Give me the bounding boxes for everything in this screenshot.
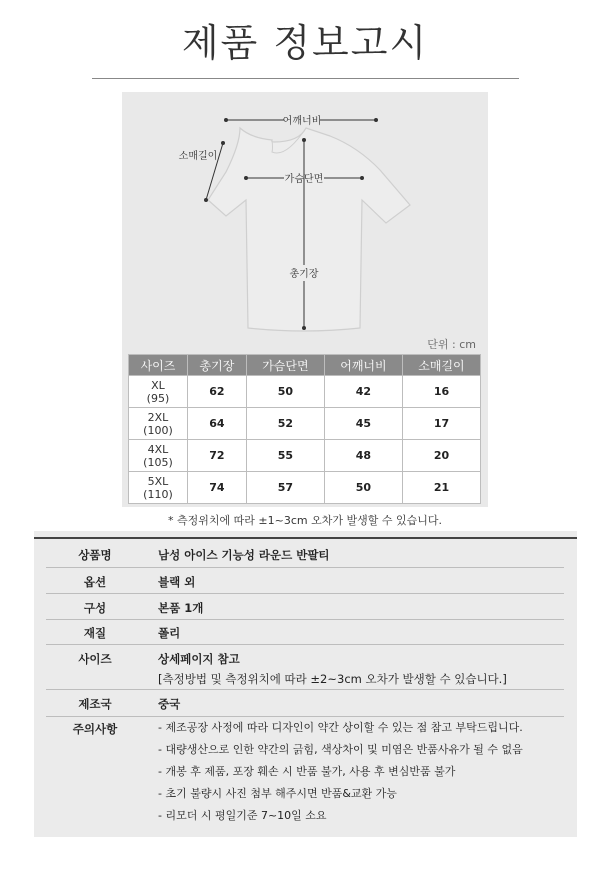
- shoulder-dot-right: [374, 118, 378, 122]
- info-value: 남성 아이스 기능성 라운드 반팔티: [158, 548, 330, 562]
- info-row-material: [46, 620, 564, 645]
- info-label: 재질: [83, 626, 107, 640]
- table-row: [129, 376, 481, 408]
- sleeve-label: 소매길이: [178, 151, 218, 162]
- chest-value: 52: [246, 408, 324, 440]
- length-value: 74: [187, 472, 246, 504]
- shoulder-value: 45: [324, 408, 402, 440]
- info-row-notice: [46, 717, 564, 831]
- length-dot-top: [302, 138, 306, 142]
- info-row-option: [46, 568, 564, 594]
- size-footnote: * 측정위치에 따라 ±1~3cm 오차가 발생할 수 있습니다.: [168, 514, 442, 527]
- chest-label: 가슴단면: [284, 174, 324, 185]
- tshirt-outline: [208, 128, 410, 331]
- size-name: 4XL: [147, 442, 169, 456]
- size-sub: (105): [143, 455, 173, 469]
- length-value: 62: [187, 376, 246, 408]
- info-label: 상품명: [78, 548, 112, 562]
- size-name: XL: [151, 378, 165, 392]
- title-divider: [92, 78, 519, 79]
- size-sub: (100): [143, 423, 173, 437]
- shoulder-value: 42: [324, 376, 402, 408]
- header-length: 총기장: [187, 355, 246, 376]
- info-row-origin: [46, 690, 564, 717]
- sleeve-value: 17: [402, 408, 480, 440]
- header-shoulder: 어깨너비: [324, 355, 402, 376]
- info-label: 사이즈: [78, 652, 112, 666]
- info-label: 주의사항: [72, 722, 118, 736]
- info-value: 상세페이지 참고: [158, 652, 240, 666]
- sleeve-dot-bottom: [204, 198, 208, 202]
- sleeve-value: 16: [402, 376, 480, 408]
- chest-value: 57: [246, 472, 324, 504]
- table-row: [129, 440, 481, 472]
- size-table-header: [129, 355, 481, 376]
- product-info-box: [34, 531, 577, 837]
- shoulder-dot-left: [224, 118, 228, 122]
- size-table: [128, 354, 481, 504]
- list-item: - 제조공장 사정에 따라 디자인이 약간 상이할 수 있는 점 참고 부탁드립니다.: [158, 721, 523, 734]
- info-label: 옵션: [83, 575, 107, 589]
- size-chart-panel: [122, 92, 488, 507]
- length-dot-bottom: [302, 326, 306, 330]
- info-row-product-name: [46, 539, 564, 568]
- list-item: - 대량생산으로 인한 약간의 긁힘, 색상차이 및 미염은 반품사유가 될 수 없음: [158, 743, 523, 756]
- sleeve-dot-top: [221, 141, 225, 145]
- chest-dot-right: [360, 176, 364, 180]
- info-label: 구성: [83, 601, 107, 615]
- size-cell: [129, 376, 188, 408]
- shoulder-value: 48: [324, 440, 402, 472]
- size-name: 2XL: [147, 410, 169, 424]
- header-size: 사이즈: [129, 355, 188, 376]
- list-item: - 초기 불량시 사진 첨부 해주시면 반품&교환 가능: [158, 787, 397, 800]
- header-chest: 가슴단면: [246, 355, 324, 376]
- size-cell: [129, 440, 188, 472]
- sleeve-value: 20: [402, 440, 480, 472]
- size-sub: (110): [143, 487, 173, 501]
- unit-label: 단위 : cm: [427, 338, 476, 351]
- info-row-composition: [46, 594, 564, 620]
- sleeve-value: 21: [402, 472, 480, 504]
- size-name: 5XL: [147, 474, 169, 488]
- page-title: 제품 정보고시: [181, 21, 429, 65]
- info-label: 제조국: [78, 697, 112, 711]
- size-note: [측정방법 및 측정위치에 따라 ±2~3cm 오차가 발생할 수 있습니다.]: [158, 672, 507, 686]
- length-value: 64: [187, 408, 246, 440]
- header-sleeve: 소매길이: [402, 355, 480, 376]
- notice-list: [158, 717, 523, 827]
- table-row: [129, 472, 481, 504]
- list-item: - 리모더 시 평일기준 7~10일 소요: [158, 809, 327, 822]
- length-label: 총기장: [289, 269, 319, 280]
- list-item: - 개봉 후 제품, 포장 훼손 시 반품 불가, 사용 후 변심반품 불가: [158, 765, 456, 778]
- info-value: 중국: [158, 697, 181, 711]
- info-value: 폴리: [158, 626, 181, 640]
- chest-value: 55: [246, 440, 324, 472]
- info-row-size: [46, 645, 564, 690]
- chest-dot-left: [244, 176, 248, 180]
- shoulder-label: 어깨너비: [282, 116, 322, 127]
- chest-value: 50: [246, 376, 324, 408]
- size-sub: (95): [146, 391, 170, 405]
- shoulder-value: 50: [324, 472, 402, 504]
- length-value: 72: [187, 440, 246, 472]
- table-row: [129, 408, 481, 440]
- info-value: 블랙 외: [158, 575, 196, 589]
- info-value: 본품 1개: [158, 601, 204, 615]
- size-cell: [129, 472, 188, 504]
- tshirt-measurement-diagram: [122, 92, 488, 350]
- size-cell: [129, 408, 188, 440]
